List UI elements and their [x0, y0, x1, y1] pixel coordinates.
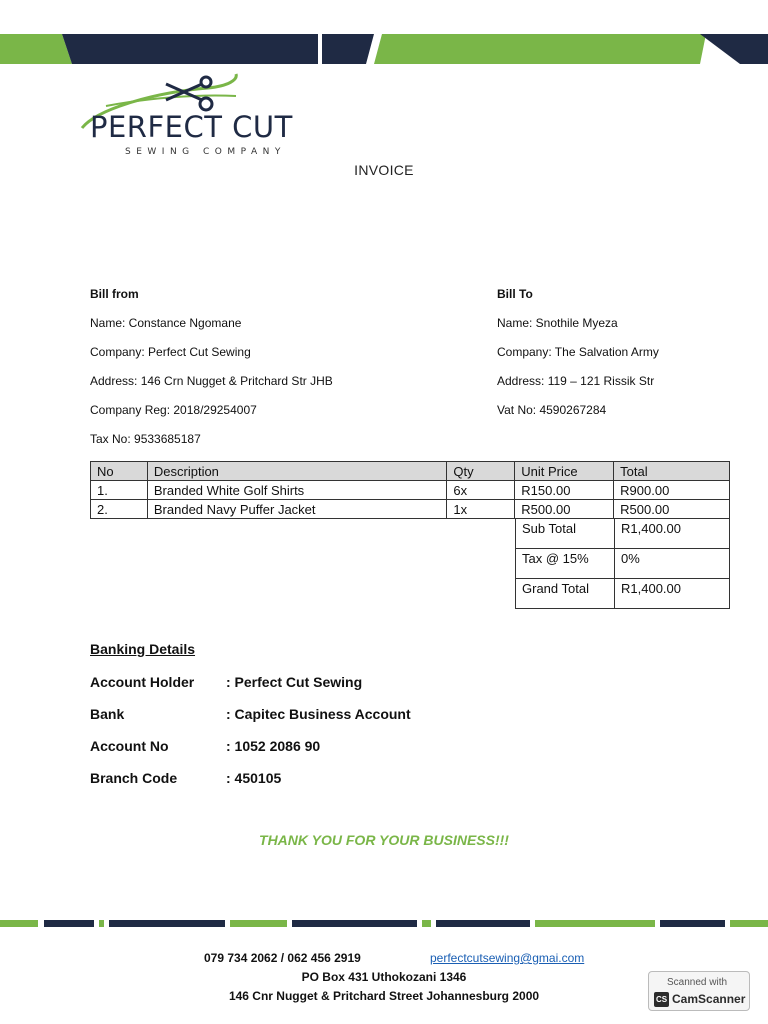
camscanner-logo-icon: CS	[654, 992, 669, 1007]
row-total: R900.00	[614, 481, 730, 500]
table-row	[91, 481, 730, 500]
invoice-items-table	[90, 461, 730, 519]
bill-from-address: Address: 146 Crn Nugget & Pritchard Str JHB	[90, 374, 333, 388]
bill-from-heading: Bill from	[90, 287, 139, 301]
tax-row	[516, 549, 730, 579]
row-qty: 6x	[447, 481, 515, 500]
table-row	[91, 500, 730, 519]
scanned-with-text: Scanned with	[667, 977, 728, 988]
logo-tagline: SEWING COMPANY	[125, 147, 286, 157]
company-logo	[78, 70, 318, 162]
header-description: Description	[147, 462, 447, 481]
grand-total-value: R1,400.00	[615, 579, 730, 609]
row-unit-price: R500.00	[515, 500, 614, 519]
bank-row	[90, 706, 411, 738]
account-holder-label: Account Holder	[90, 674, 195, 690]
row-no: 2.	[91, 500, 148, 519]
bill-to-heading: Bill To	[497, 287, 533, 301]
row-no: 1.	[91, 481, 148, 500]
bank-label: Bank	[90, 706, 125, 722]
thank-you-message: THANK YOU FOR YOUR BUSINESS!!!	[259, 832, 509, 848]
bill-to-address: Address: 119 – 121 Rissik Str	[497, 374, 655, 388]
grand-total-row	[516, 579, 730, 609]
tax-value: 0%	[615, 549, 730, 579]
footer-po-box: PO Box 431 Uthokozani 1346	[301, 970, 467, 984]
subtotal-value: R1,400.00	[615, 519, 730, 549]
footer-contact-line	[0, 951, 768, 970]
footer-street-address: 146 Cnr Nugget & Pritchard Street Johannesburg 2000	[228, 989, 540, 1003]
header-unit-price: Unit Price	[515, 462, 614, 481]
branch-code-value: : 450105	[226, 770, 282, 786]
header-total: Total	[614, 462, 730, 481]
account-no-value: : 1052 2086 90	[226, 738, 321, 754]
logo-wordmark: PERFECT CUT	[90, 110, 293, 144]
account-no-label: Account No	[90, 738, 169, 754]
bill-from-section	[90, 287, 333, 461]
account-holder-value: : Perfect Cut Sewing	[226, 674, 363, 690]
camscanner-brand-text: CamScanner	[672, 992, 746, 1006]
grand-total-label: Grand Total	[516, 579, 615, 609]
row-description: Branded Navy Puffer Jacket	[147, 500, 447, 519]
row-description: Branded White Golf Shirts	[147, 481, 447, 500]
header-qty: Qty	[447, 462, 515, 481]
bottom-decorative-band	[0, 920, 768, 928]
bill-to-company: Company: The Salvation Army	[497, 345, 659, 359]
row-total: R500.00	[614, 500, 730, 519]
totals-table	[515, 518, 730, 609]
account-no-row	[90, 738, 411, 770]
bill-from-tax-no: Tax No: 9533685187	[90, 432, 201, 446]
account-holder-row	[90, 674, 411, 706]
bill-from-company-reg: Company Reg: 2018/29254007	[90, 403, 257, 417]
banking-details-section	[90, 641, 411, 802]
bill-to-vat-no: Vat No: 4590267284	[497, 403, 607, 417]
banking-details-title: Banking Details	[90, 641, 196, 657]
footer-email-link[interactable]: perfectcutsewing@gmai.com	[430, 951, 585, 965]
subtotal-row	[516, 519, 730, 549]
bill-from-name: Name: Constance Ngomane	[90, 316, 242, 330]
top-decorative-band	[0, 34, 768, 64]
bill-to-name: Name: Snothile Myeza	[497, 316, 618, 330]
bank-value: : Capitec Business Account	[226, 706, 411, 722]
branch-code-row	[90, 770, 411, 802]
camscanner-watermark	[648, 971, 750, 1011]
branch-code-label: Branch Code	[90, 770, 178, 786]
row-unit-price: R150.00	[515, 481, 614, 500]
header-no: No	[91, 462, 148, 481]
bill-to-section	[497, 287, 659, 432]
bill-from-company: Company: Perfect Cut Sewing	[90, 345, 251, 359]
row-qty: 1x	[447, 500, 515, 519]
subtotal-label: Sub Total	[516, 519, 615, 549]
items-header-row	[91, 462, 730, 481]
document-title: INVOICE	[354, 162, 414, 178]
tax-label: Tax @ 15%	[516, 549, 615, 579]
footer-phone-numbers: 079 734 2062 / 062 456 2919	[204, 951, 361, 965]
